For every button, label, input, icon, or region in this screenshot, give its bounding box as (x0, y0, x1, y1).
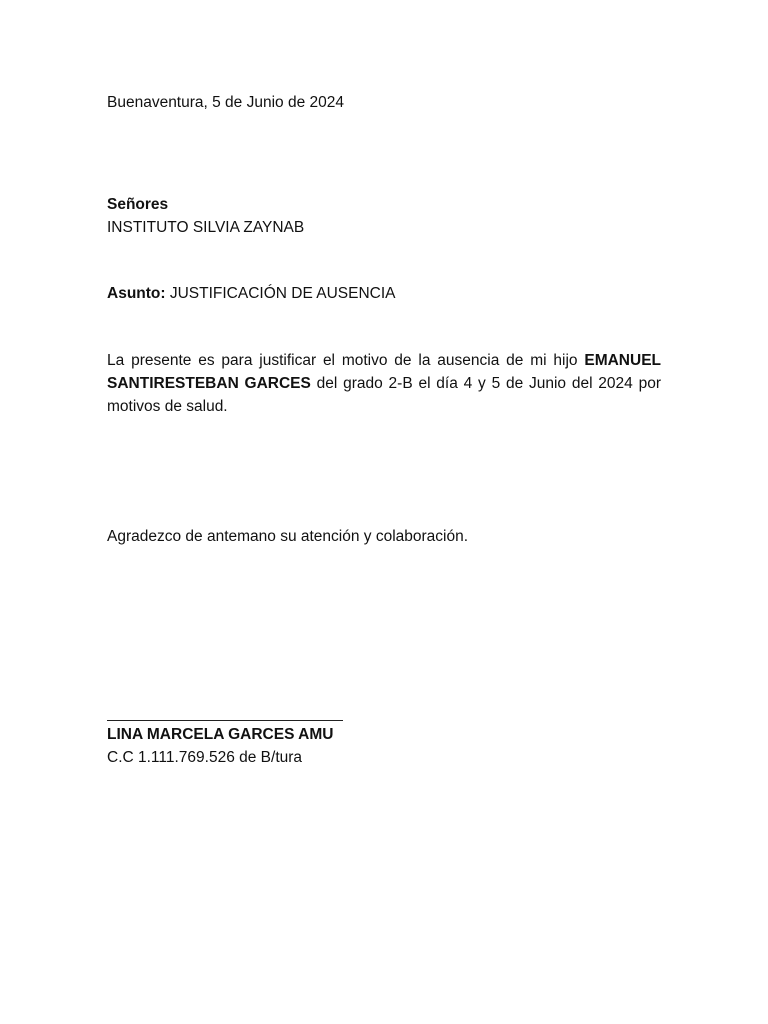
date-line: Buenaventura, 5 de Junio de 2024 (107, 94, 344, 111)
body-paragraph (107, 349, 661, 418)
signer-id: C.C 1.111.769.526 de B/tura (107, 749, 303, 766)
subject-text: JUSTIFICACIÓN DE AUSENCIA (165, 285, 396, 302)
body-part-1: La presente es para justificar el motivo de la ausencia de mi hijo (107, 352, 585, 369)
salutation: Señores (107, 196, 169, 213)
student-name: EMANUEL SANTIRESTEBAN GARCES (107, 352, 661, 392)
subject-label: Asunto: (107, 285, 166, 302)
closing-line: Agradezco de antemano su atención y colaboración. (107, 528, 469, 545)
recipient: INSTITUTO SILVIA ZAYNAB (107, 219, 305, 236)
signature-line (107, 720, 343, 721)
signer-name: LINA MARCELA GARCES AMU (107, 726, 334, 743)
body-part-2: del grado 2-B el día 4 y 5 de Junio del 2024 por motivos de salud. (107, 375, 661, 415)
subject-line (107, 283, 396, 305)
